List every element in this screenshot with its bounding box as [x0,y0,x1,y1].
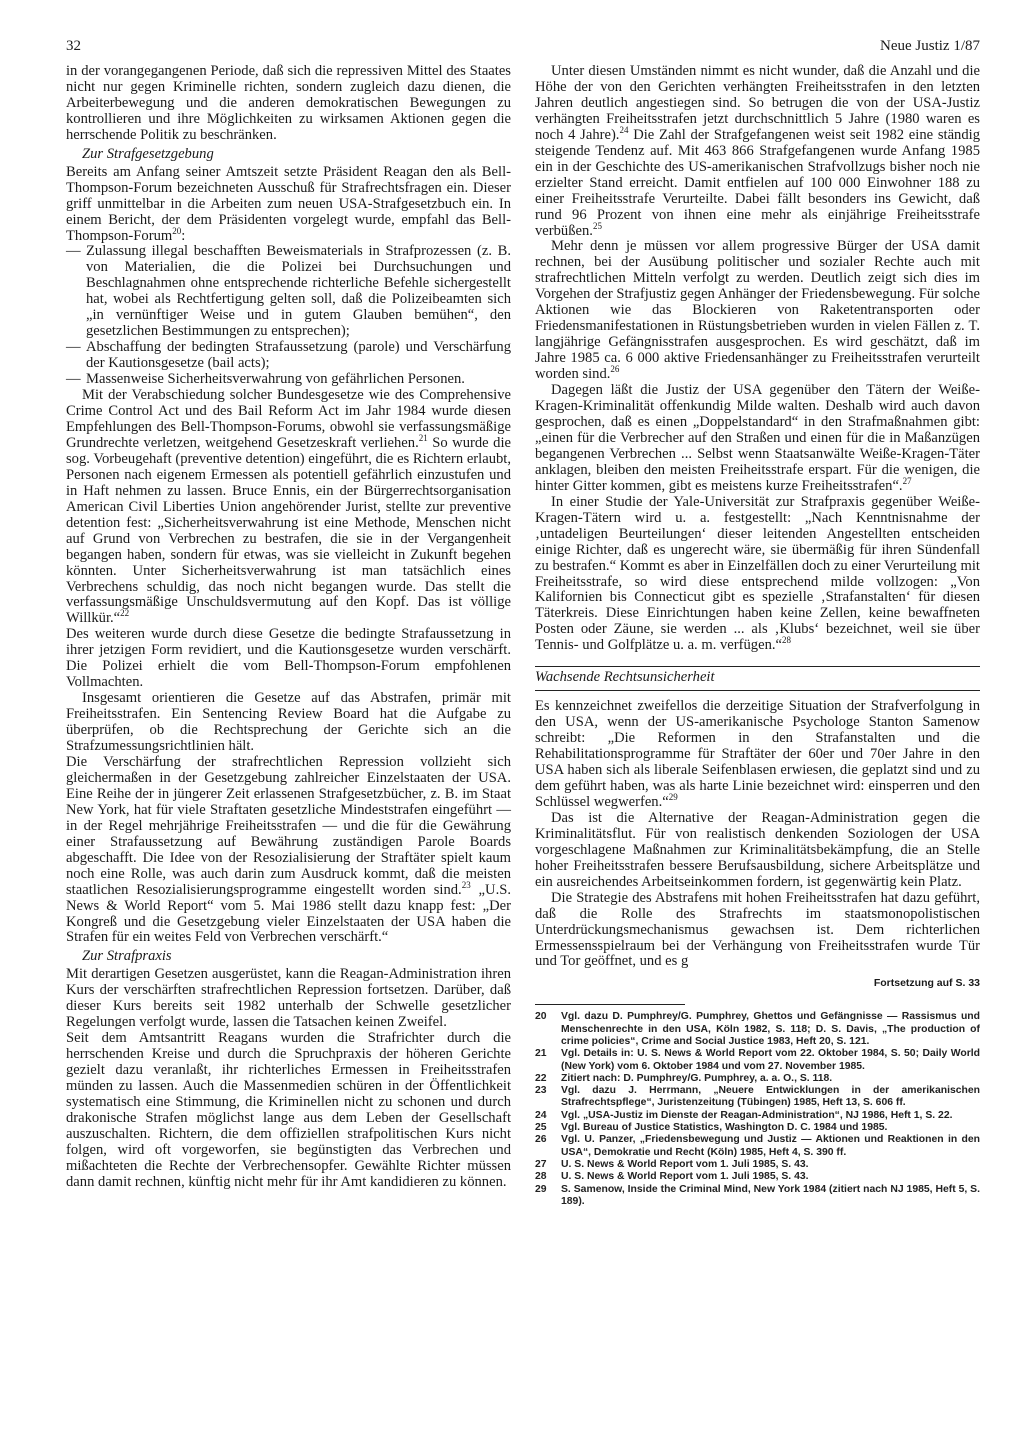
footnote-number: 21 [535,1048,547,1060]
footnote [535,1171,980,1183]
paragraph: Die Strategie des Abstrafens mit hohen Freiheitsstrafen hat dazu geführt, daß die Rolle des Strafrechts im staatsmonopolistischen Unterdrückungsmechanismus gewachsen ist. Dem richterlichen Ermessensspielraum bei der Verhängung von Freiheitsstrafen wurde Tür und Tor geöffnet, und es g [535,889,980,970]
footnote [535,1159,980,1171]
footnote-ref: 20 [172,225,182,236]
footnote-ref: 22 [120,608,130,619]
footnote-number: 26 [535,1134,547,1146]
continuation-note: Fortsetzung auf S. 33 [873,977,980,990]
footnote-number: 25 [535,1122,547,1134]
footnote-ref: 28 [782,635,791,646]
list-item: — Zulassung illegal beschafften Beweismaterials in Strafprozessen (z. B. von Materialien, die die Polizei bei Durchsuchungen und Beschlagnahmen ohne entsprechende richterliche Befehle sichergestellt hat, wobei als Rechtfertigung gelten soll, daß die Polizeibeamten sich „in vernünftiger Weise und in gutem Glauben bemühen“, den gesetzlichen Bestimmungen zu entsprechen); [66,244,511,340]
footnote-number: 22 [535,1072,547,1084]
footnote-ref: 23 [461,879,471,890]
footnote-ref: 26 [610,364,620,375]
footnote-ref: 24 [619,124,629,135]
footnote-number: 27 [535,1158,547,1170]
paragraph: Das ist die Alternative der Reagan-Administration gegen die Kriminalitätsflut. Für von realistisch denkenden Soziologen der USA vorgeschlagene Maßnahmen zur Kriminalitätsbekämpfung, die an Stelle hoher Freiheitsstrafen bessere Berufsausbildung, sichere Arbeitsplätze und ein ausreichendes Arbeitseinkommen fordern, ist gegenwärtig kein Platz. [535,809,980,890]
page-header [66,38,980,58]
footnote-text: Vgl. dazu D. Pumphrey/G. Pumphrey, Ghettos und Gefängnisse — Rassismus und Menschenrechte in den USA, Köln 1982, S. 118; D. S. Davis, „The production of crime policies“, Crime and Social Justice 1983, Heft 20, S. 121. [561,1011,980,1047]
footnote-number: 24 [535,1109,547,1121]
list-item: — Massenweise Sicherheitsverwahrung von gefährlichen Personen. [66,372,511,388]
footnote-text: Zitiert nach: D. Pumphrey/G. Pumphrey, a. a. O., S. 118. [561,1072,833,1084]
left-column [66,64,511,1191]
footnote-number: 23 [535,1085,547,1097]
footnote-text: Vgl. dazu J. Herrmann, „Neuere Entwicklungen in der amerikanischen Strafrechtspflege“, Juristenzeitung (Tübingen) 1985, Heft 13, S. 606 ff. [561,1085,980,1109]
paragraph: Mehr denn je müssen vor allem progressive Bürger der USA damit rechnen, bei der Ausübung politischer und sozialer Rechte auch mit strafrechtlichen Mitteln verfolgt zu werden. Deutlich zeigt sich dies im Vorgehen der Strafjustiz gegen Anhänger der Friedensbewegung. Für solche Aktionen wie das Blockieren von Raketentransporten oder Friedensmanifestationen in Rüstungsbetrieben wurden in vielen Fällen z. T. langjährige Gefängnisstrafen ausgesprochen. Es wird geschätzt, daß im Jahre 1985 ca. 6 000 aktive Friedensanhänger zu Freiheitsstrafen verurteilt worden sind.$^{26}$ [535,238,980,383]
footnote-ref: 27 [902,475,912,486]
paragraph: Seit dem Amtsantritt Reagans wurden die Strafrichter durch die herrschenden Kreise und durch die Spruchpraxis der höheren Gerichte gezielt dazu veranlaßt, ihr richterliches Ermessen in Freiheitsstrafen münden zu lassen. Auch die Massenmedien schüren in der Öffentlichkeit systematisch eine Stimmung, die Kriminellen nicht zu schonen und durch drakonische Strafen möglichst lange aus dem Leben der Gesellschaft auszuschalten. Richtern, die dem offiziellen strafpolitischen Kurs nicht folgen, wird oft vorgeworfen, sie begünstigten das Verbrechen und mißachteten die Rechte der Verbrechensopfer. Gewählte Richter müssen dann damit rechnen, künftig nicht mehr für ihr Amt kandidieren zu können. [66,1030,511,1190]
footnote [535,1073,980,1085]
footnote [535,1184,980,1209]
paragraph: Die Verschärfung der strafrechtlichen Repression vollzieht sich gleichermaßen in der Gesetzgebung zahlreicher Einzelstaaten der USA. Eine Reihe der in jüngerer Zeit erlassenen Strafgesetzbücher, z. B. im Staat New York, hat für viele Straftaten gesetzliche Mindeststrafen eingeführt — in der Regel mehrjährige Freiheitsstrafen — und die für die Gewährung einer Strafaussetzung auf Bewährung zuständigen Parole Boards abgeschafft. Die Idee von der Resozialisierung der Straftäter spielt kaum noch eine Rolle, was auch darin zum Ausdruck kommt, daß die meisten staatlichen Resozialisierungsprogramme eingestellt worden sind.$^{23}$ „U.S. News & World Report“ vom 5. Mai 1986 stellt dazu knapp fest: „Der Kongreß und die Gesetzgebung vieler Einzelstaaten der USA haben die Strafen für ein weites Feld von Verbrechen verschärft.“ [66,753,511,946]
footnote-text: U. S. News & World Report vom 1. Juli 1985, S. 43. [561,1158,809,1170]
paragraph: Unter diesen Umständen nimmt es nicht wunder, daß die Anzahl und die Höhe der von den Gerichten verhängten Freiheitsstrafen in den letzten Jahren deutlich angestiegen sind. So betrugen die von der USA-Justiz verhängten Freiheitsstrafen jetzt durchschnittlich 5 Jahre (1980 waren es noch 4 Jahre).$^{24}$ Die Zahl der Strafgefangenen weist seit 1982 eine ständig steigende Tendenz auf. Mit 463 866 Strafgefangenen wurde Anfang 1985 ein in der Geschichte des US-amerikanischen Strafvollzugs bisher noch nie erzielter Stand erreicht. Damit entfielen auf 100 000 Einwohner 188 zu einer Freiheitsstrafe Verurteilte. Dabei fällt besonders ins Gewicht, daß rund 96 Prozent von ihnen eine mehr als einjährige Freiheitsstrafe verbüßen.$^{25}$ [535,63,980,239]
paragraph: In einer Studie der Yale-Universität zur Strafpraxis gegenüber Weiße-Kragen-Tätern wird u. a. festgestellt: „Nach Kenntnisnahme der ‚untadeligen Beurteilungen‘ dieser leitenden Angestellten entscheiden einige Richter, daß es ungerecht wäre, sie übermäßig für ihren Sündenfall zu bestrafen.“ Kommt es aber in Einzelfällen doch zu einer Verurteilung mit Freiheitsstrafe, so wird diese entsprechend milde vollzogen: „Von Kalifornien bis Connecticut gibt es spezielle ‚Strafanstalten‘ für diesen Täterkreis. Diese Einrichtungen haben keine Zellen, keine bewaffneten Posten oder Zäune, sie werden ... als ‚Klubs‘ bezeichnet, weil sie über Tennis- und Golfplätze u. a. m. verfügen.“$^{28}$ [535,493,980,654]
paragraph: Mit der Verabschiedung solcher Bundesgesetze wie des Comprehensive Crime Control Act und des Bail Reform Act im Jahr 1984 wurde diesen Empfehlungen des Bell-Thompson-Forums, obwohl sie verfassungsmäßige Grundrechte verletzen, weitgehend Gesetzeskraft verliehen.$^{21}$ So wurde die sog. Vorbeugehaft (preventive detention) eingeführt, die es Richtern erlaubt, Personen nach eigenem Ermessen als potentiell gefährlich einzustufen und in Haft nehmen zu lassen. Bruce Ennis, ein der Bürgerrechtsorganisation American Civil Liberties Union angehörender Jurist, stellte zur preventive detention fest: „Sicherheitsverwahrung ist eine Methode, Menschen nicht auf Grund von Verbrechen zu bestrafen, die sie in der Vergangenheit begangen haben, sondern für etwas, was sie vielleicht in Zukunft begehen könnten. Unter Sicherheitsverwahrung ist man tatsächlich eines Verbrechens schuldig, das noch nicht begangen wurde. Das stellt die verfassungsmäßige Unschuldsvermutung auf den Kopf. Das ist völlige Willkür.“$^{22}$ [66,387,511,627]
footnote-text: Vgl. Bureau of Justice Statistics, Washington D. C. 1984 und 1985. [561,1122,888,1134]
footnote-ref: 25 [592,220,602,231]
footnotes [535,1011,980,1208]
footnote-number: 28 [535,1171,547,1183]
footnote [535,1011,980,1048]
paragraph: Mit derartigen Gesetzen ausgerüstet, kann die Reagan-Administration ihren Kurs der verschärften strafrechtlichen Repression fortsetzen. Darüber, daß dieser Kurs bereits seit 1982 unterhalb der Schwelle gesetzlicher Regelungen verfolgt wurde, lassen die Tatsachen keinen Zweifel. [66,966,511,1031]
footnote [535,1048,980,1073]
right-column [535,64,980,1208]
footnote-number: 20 [535,1011,547,1023]
footnote-text: Vgl. U. Panzer, „Friedensbewegung und Justiz — Aktionen und Reaktionen in den USA“, Demokratie und Recht (Köln) 1985, Heft 4, S. 390 ff. [561,1134,980,1158]
footnote [535,1122,980,1134]
footnote-text: Vgl. „USA-Justiz im Dienste der Reagan-Administration“, NJ 1986, Heft 1, S. 22. [561,1109,953,1121]
footnote-text: S. Samenow, Inside the Criminal Mind, New York 1984 (zitiert nach NJ 1985, Heft 5, S. 189). [561,1183,980,1207]
paragraph: in der vorangegangenen Periode, daß sich die repressiven Mittel des Staates nicht nur gegen Kriminelle richten, sondern zugleich dazu dienen, die Arbeiterbewegung und die anderen demokratischen Bewegungen zu kontrollieren und ihre Möglichkeiten zu wirksamen Aktionen gegen die herrschende Politik zu beschränken. [66,63,511,143]
footnote-text: U. S. News & World Report vom 1. Juli 1985, S. 43. [561,1171,809,1183]
footnote [535,1110,980,1122]
paragraph: Dagegen läßt die Justiz der USA gegenüber den Tätern der Weiße-Kragen-Kriminalität offenkundig Milde walten. Deshalb wird auch davon gesprochen, daß es einen „Doppelstandard“ in den Strafmaßnahmen gibt: „einen für die Verbrecher auf den Straßen und einen für die in Maßanzügen begangenen Verbrechen ... Selbst wenn Staatsanwälte Weiße-Kragen-Täter anklagen, bleiben den meisten Freiheitsstrafe erspart. Für die wenigen, die hinter Gitter kommen, gibt es meistens kurze Freiheitsstrafen“.$^{27}$ [535,382,980,494]
section-heading: Zur Strafpraxis [82,948,172,965]
footnote-ref: 29 [668,792,678,803]
footnote-number: 29 [535,1183,547,1195]
paragraph: Bereits am Anfang seiner Amtszeit setzte Präsident Reagan den als Bell-Thompson-Forum bezeichneten Ausschuß für Strafrechtsfragen ein. Dieser griff unmittelbar in die Arbeiten zum neuen USA-Strafgesetzbuch ein. In einem Bericht, der dem Präsidenten vorgelegt wurde, empfahl das Bell-Thompson-Forum$^{20}$: [66,163,511,244]
footnote [535,1134,980,1159]
paragraph: Des weiteren wurde durch diese Gesetze die bedingte Strafaussetzung in ihrer jetzigen Form revidiert, und die Kautionsgesetze wurden verschärft. Die Polizei erhielt die vom Bell-Thompson-Forum empfohlenen Vollmachten. [66,626,511,691]
paragraph: Insgesamt orientieren die Gesetze auf das Abstrafen, primär mit Freiheitsstrafen. Ein Sentencing Review Board hat die Aufgabe zu überprüfen, ob die Rechtsprechung der Gerichte sich an die Strafzumessungsrichtlinien hält. [66,690,511,755]
recommendation-list [66,244,511,388]
paragraph: Es kennzeichnet zweifellos die derzeitige Situation der Strafverfolgung in den USA, wenn der US-amerikanische Psychologe Stanton Samenow schreibt: „Die Reformen in den Strafanstalten und die Rehabilitationsprogramme für Straftäter der 60er und 70er Jahre in den USA haben sich als liberale Seifenblasen erwiesen, die geplatzt sind und zu dem geführt haben, was als harte Linie bezeichnet wird: einsperren und den Schlüssel wegwerfen.“$^{29}$ [535,698,980,810]
footnote [535,1085,980,1110]
footnote-ref: 21 [418,433,428,444]
page-number: 32 [66,38,81,54]
list-item: — Abschaffung der bedingten Strafaussetzung (parole) und Verschärfung der Kautionsgesetze (bail acts); [66,340,511,372]
footnote-text: Vgl. Details in: U. S. News & World Report vom 22. Oktober 1984, S. 50; Daily World (New York) vom 6. Oktober 1984 und vom 27. November 1985. [561,1048,980,1072]
section-heading: Zur Strafgesetzgebung [82,145,214,162]
journal-issue: Neue Justiz 1/87 [880,38,980,54]
section-heading: Wachsende Rechtsunsicherheit [535,666,980,691]
footnote-divider [535,1004,685,1005]
